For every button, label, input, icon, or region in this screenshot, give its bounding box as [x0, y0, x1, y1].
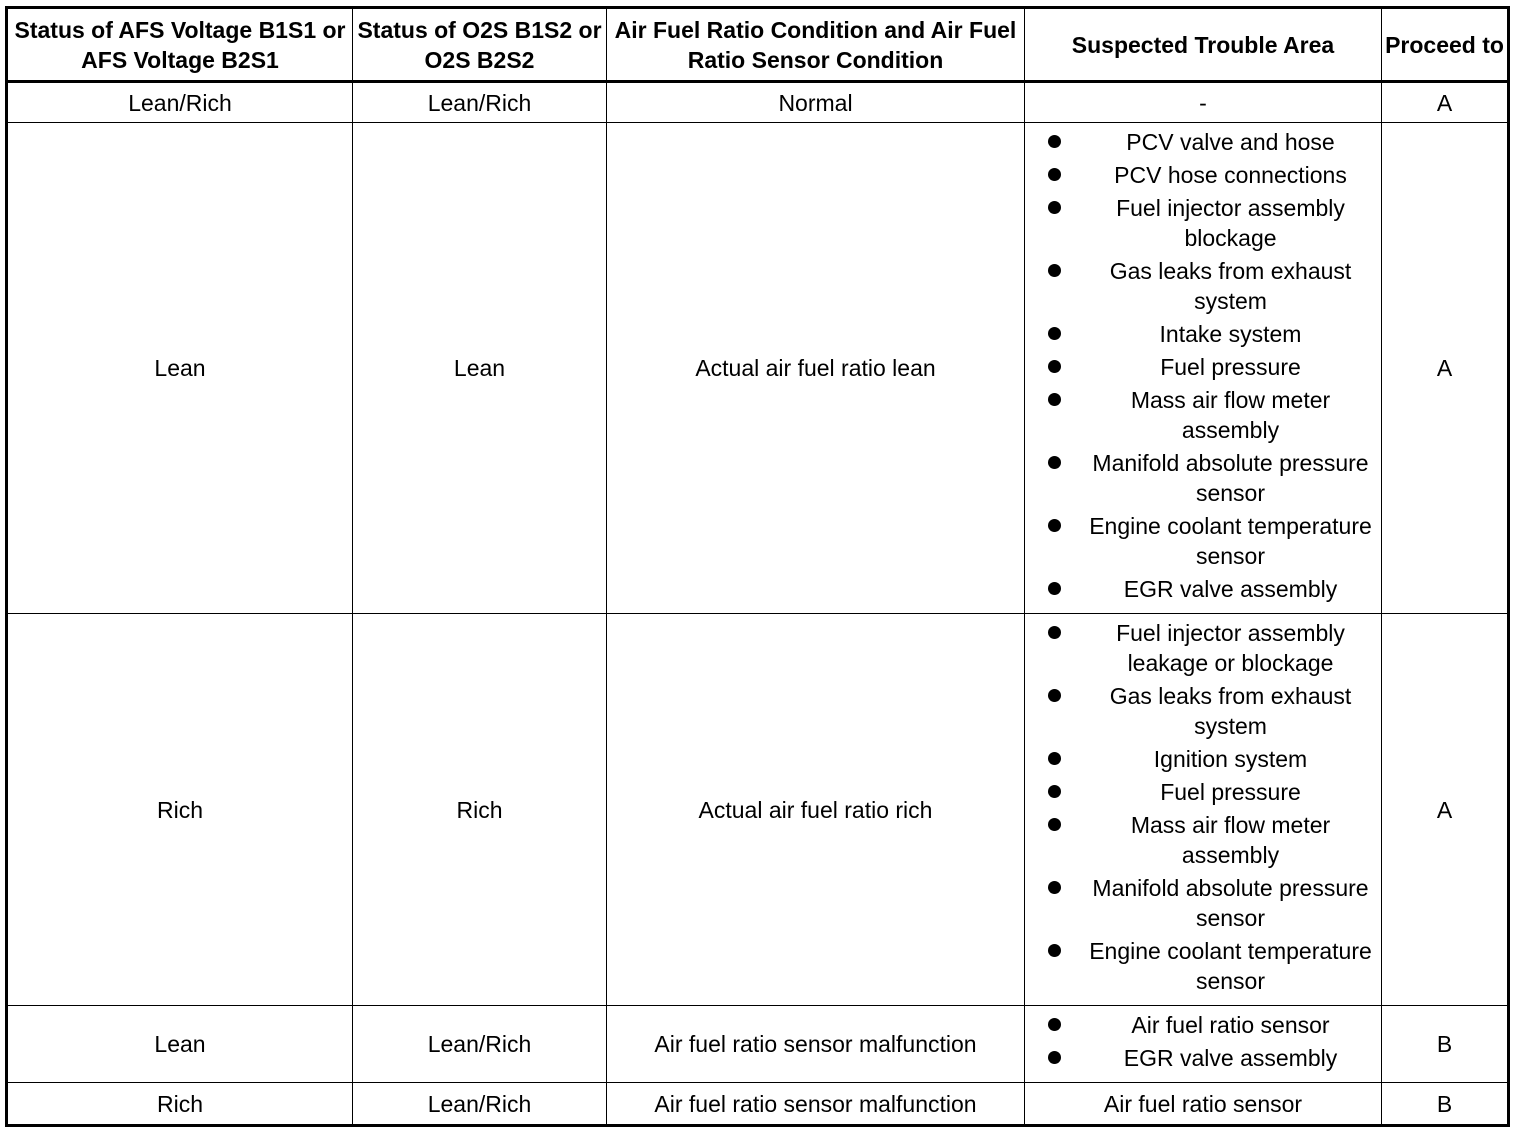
cell-proceed: A [1382, 614, 1509, 1006]
bullet-icon [1048, 360, 1061, 373]
cell-condition: Air fuel ratio sensor malfunction [607, 1006, 1025, 1083]
list-item [1025, 873, 1381, 933]
list-item-text: Manifold absolute pressure sensor [1092, 450, 1369, 506]
list-item-text: Fuel pressure [1160, 354, 1301, 380]
cell-afs: Lean/Rich [7, 82, 353, 123]
cell-trouble-area [1025, 614, 1382, 1006]
header-afs-status: Status of AFS Voltage B1S1 or AFS Voltage B2S1 [7, 8, 353, 82]
list-item-text: PCV hose connections [1114, 162, 1347, 188]
list-item [1025, 319, 1381, 349]
trouble-list [1025, 614, 1381, 1005]
cell-o2s: Lean/Rich [353, 1006, 607, 1083]
list-item [1025, 127, 1381, 157]
header-condition: Air Fuel Ratio Condition and Air Fuel Ratio Sensor Condition [607, 8, 1025, 82]
cell-proceed: B [1382, 1006, 1509, 1083]
cell-proceed: B [1382, 1083, 1509, 1126]
list-item-text: Fuel pressure [1160, 779, 1301, 805]
list-item [1025, 193, 1381, 253]
list-item [1025, 385, 1381, 445]
bullet-icon [1048, 818, 1061, 831]
bullet-icon [1048, 1051, 1061, 1064]
table-row [7, 82, 1509, 123]
list-item-text: Manifold absolute pressure sensor [1092, 875, 1369, 931]
table-row [7, 614, 1509, 1006]
bullet-icon [1048, 582, 1061, 595]
list-item-text: PCV valve and hose [1126, 129, 1335, 155]
cell-trouble-area: - [1025, 82, 1382, 123]
bullet-icon [1048, 881, 1061, 894]
trouble-list [1025, 123, 1381, 613]
list-item [1025, 744, 1381, 774]
cell-trouble-area [1025, 1006, 1382, 1083]
list-item-text: EGR valve assembly [1123, 576, 1338, 602]
list-item [1025, 777, 1381, 807]
bullet-icon [1048, 944, 1061, 957]
bullet-icon [1048, 752, 1061, 765]
cell-afs: Lean [7, 123, 353, 614]
list-item-text: Mass air flow meter assembly [1130, 387, 1331, 443]
list-item [1025, 1010, 1381, 1040]
list-item-text: EGR valve assembly [1123, 1045, 1338, 1071]
list-item [1025, 574, 1381, 604]
bullet-icon [1048, 168, 1061, 181]
trouble-list [1025, 1006, 1381, 1082]
list-item [1025, 681, 1381, 741]
diagnostic-table [5, 6, 1510, 1127]
cell-trouble-area [1025, 123, 1382, 614]
table-row [7, 123, 1509, 614]
cell-proceed: A [1382, 82, 1509, 123]
list-item-text: Intake system [1159, 321, 1302, 347]
list-item-text: Gas leaks from exhaust system [1109, 258, 1352, 314]
table-row [7, 1006, 1509, 1083]
list-item-text: Gas leaks from exhaust system [1109, 683, 1352, 739]
list-item-text: Fuel injector assembly leakage or blockage [1116, 620, 1345, 676]
cell-afs: Lean [7, 1006, 353, 1083]
header-proceed-to: Proceed to [1382, 8, 1509, 82]
table-row [7, 1083, 1509, 1126]
header-o2s-status: Status of O2S B1S2 or O2S B2S2 [353, 8, 607, 82]
cell-condition: Actual air fuel ratio lean [607, 123, 1025, 614]
cell-afs: Rich [7, 614, 353, 1006]
bullet-icon [1048, 456, 1061, 469]
cell-condition: Normal [607, 82, 1025, 123]
bullet-icon [1048, 689, 1061, 702]
list-item-text: Air fuel ratio sensor [1131, 1012, 1330, 1038]
cell-condition: Air fuel ratio sensor malfunction [607, 1083, 1025, 1126]
list-item [1025, 936, 1381, 996]
list-item [1025, 256, 1381, 316]
bullet-icon [1048, 135, 1061, 148]
bullet-icon [1048, 1018, 1061, 1031]
bullet-icon [1048, 785, 1061, 798]
bullet-icon [1048, 519, 1061, 532]
list-item [1025, 810, 1381, 870]
cell-o2s: Lean/Rich [353, 82, 607, 123]
bullet-icon [1048, 201, 1061, 214]
bullet-icon [1048, 393, 1061, 406]
bullet-icon [1048, 626, 1061, 639]
list-item-text: Engine coolant temperature sensor [1089, 513, 1372, 569]
cell-proceed: A [1382, 123, 1509, 614]
cell-afs: Rich [7, 1083, 353, 1126]
list-item [1025, 1043, 1381, 1073]
bullet-icon [1048, 327, 1061, 340]
list-item-text: Engine coolant temperature sensor [1089, 938, 1372, 994]
list-item-text: Mass air flow meter assembly [1130, 812, 1331, 868]
list-item [1025, 448, 1381, 508]
list-item [1025, 511, 1381, 571]
list-item-text: Ignition system [1153, 746, 1308, 772]
cell-condition: Actual air fuel ratio rich [607, 614, 1025, 1006]
list-item [1025, 352, 1381, 382]
header-trouble-area: Suspected Trouble Area [1025, 8, 1382, 82]
cell-o2s: Lean/Rich [353, 1083, 607, 1126]
list-item [1025, 618, 1381, 678]
header-row [7, 8, 1509, 82]
cell-o2s: Rich [353, 614, 607, 1006]
bullet-icon [1048, 264, 1061, 277]
list-item-text: Fuel injector assembly blockage [1116, 195, 1345, 251]
cell-trouble-area: Air fuel ratio sensor [1025, 1083, 1382, 1126]
list-item [1025, 160, 1381, 190]
cell-o2s: Lean [353, 123, 607, 614]
